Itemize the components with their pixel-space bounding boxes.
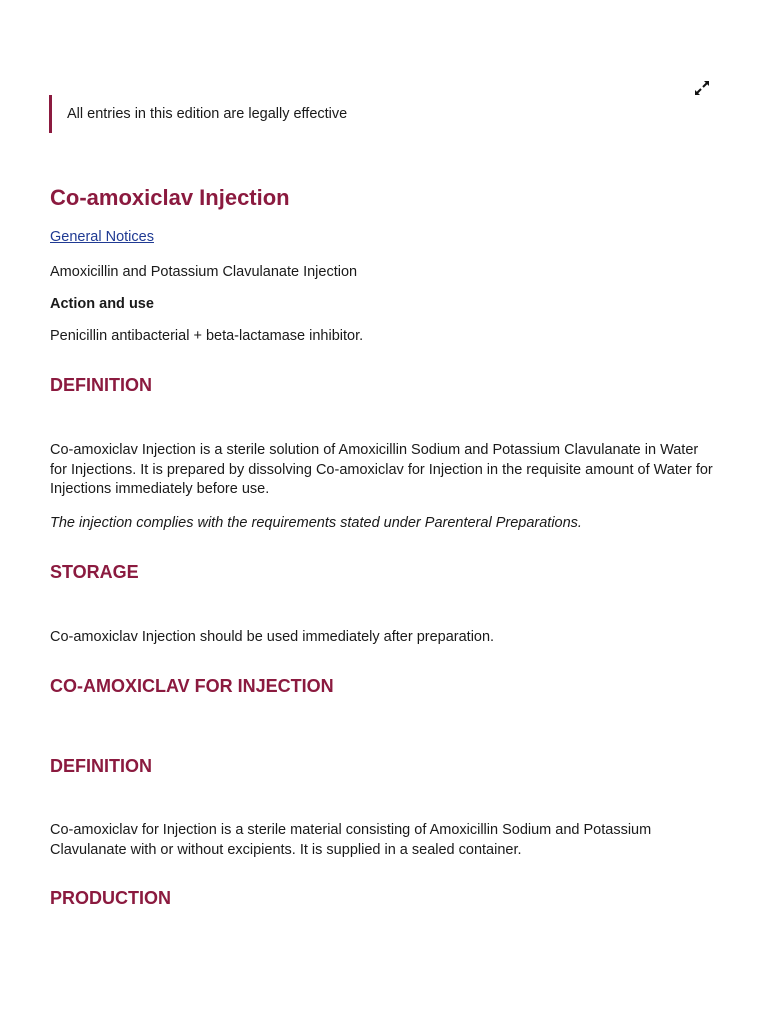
synonym-text: Amoxicillin and Potassium Clavulanate Injection — [50, 264, 358, 280]
page-title: Co-amoxiclav Injection — [50, 185, 290, 210]
general-notices-link[interactable]: General Notices — [50, 229, 154, 245]
definition-text: Co-amoxiclav Injection is a sterile solution of Amoxicillin Sodium and Potassium Clavulanate in Water for Injections. It is prepared by dissolving Co-amoxiclav for Injection in the requisite amount of Water for Injections immediately before use. — [50, 442, 713, 497]
storage-heading: STORAGE — [50, 562, 139, 582]
legal-notice-text: All entries in this edition are legally effective — [67, 106, 348, 122]
storage-text: Co-amoxiclav Injection should be used immediately after preparation. — [50, 629, 495, 645]
definition-heading: DEFINITION — [50, 375, 152, 395]
for-injection-heading: CO-AMOXICLAV FOR INJECTION — [50, 676, 334, 696]
for-injection-definition-heading: DEFINITION — [50, 756, 152, 776]
production-heading: PRODUCTION — [50, 888, 171, 908]
legal-notice-callout — [49, 95, 347, 133]
expand-icon — [692, 78, 712, 98]
expand-button[interactable] — [692, 78, 712, 98]
action-and-use-heading: Action and use — [50, 296, 154, 312]
action-and-use-text: Penicillin antibacterial + beta-lactamase inhibitor. — [50, 328, 364, 344]
definition-note: The injection complies with the requirements stated under Parenteral Preparations. — [50, 515, 582, 531]
for-injection-definition-text: Co-amoxiclav for Injection is a sterile material consisting of Amoxicillin Sodium and Potassium Clavulanate with or without excipients. It is supplied in a sealed container. — [50, 822, 652, 858]
